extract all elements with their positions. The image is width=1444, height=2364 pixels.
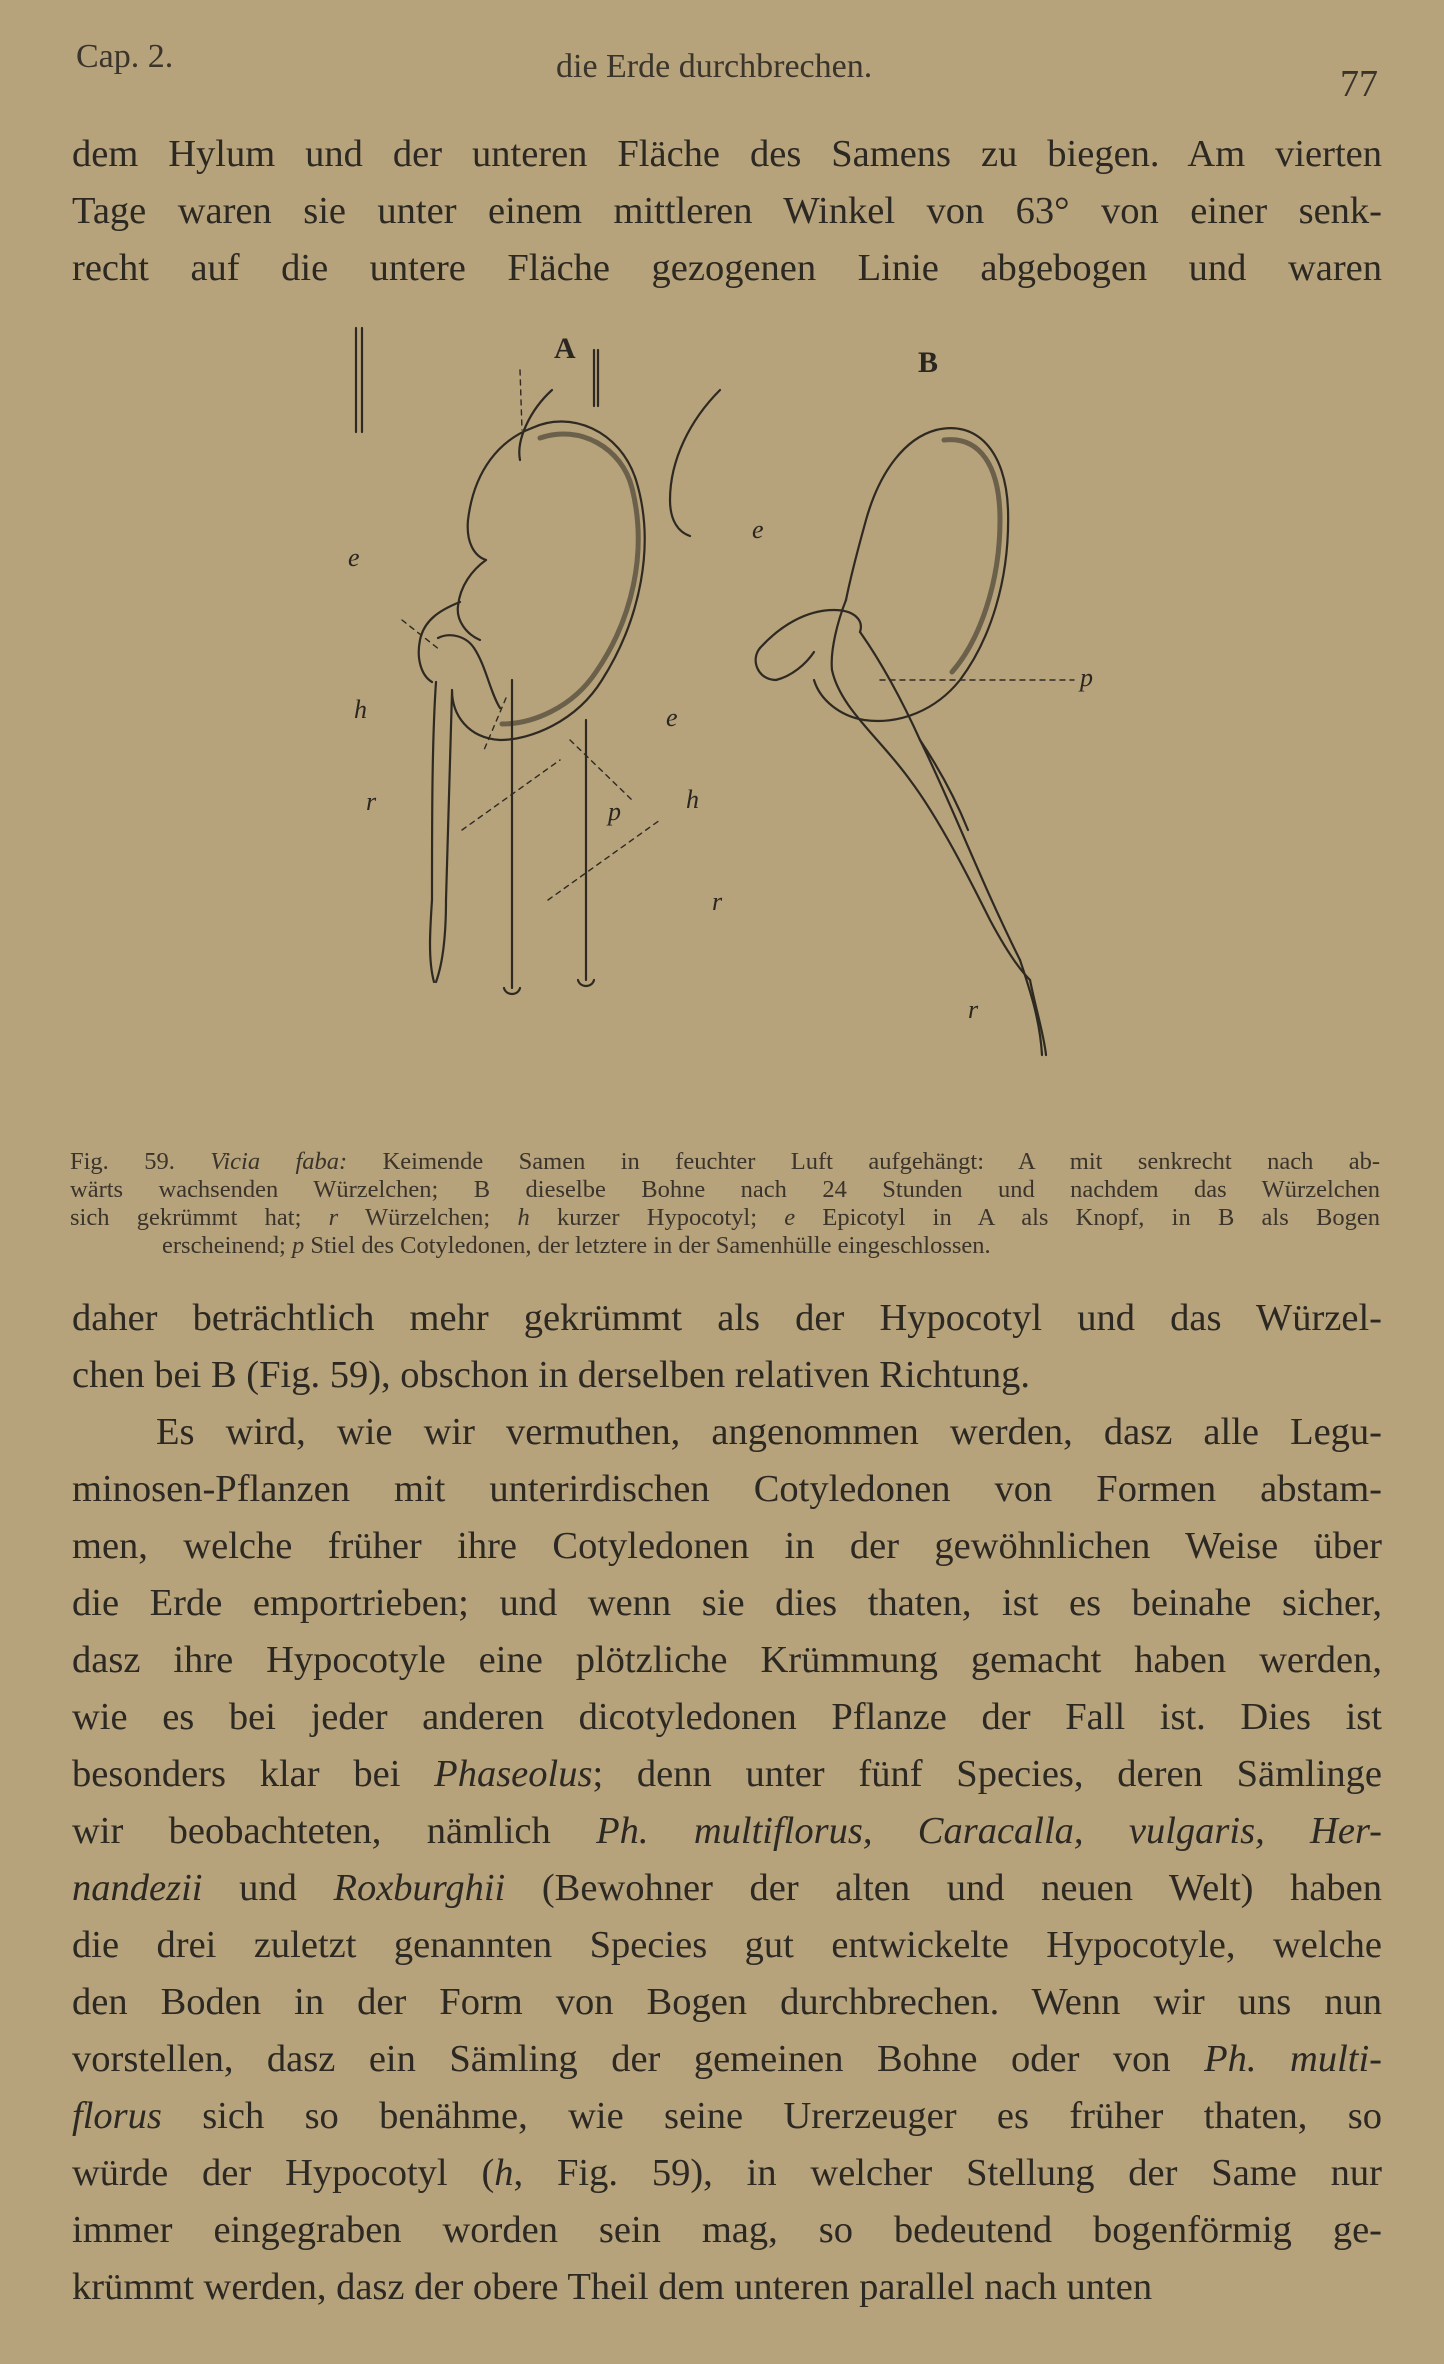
caption-species: Vicia faba:	[210, 1148, 348, 1175]
text-line: die drei zuletzt genannten Species gut entwickelte Hypocotyle, welche	[72, 1924, 1382, 1966]
text-run: und	[202, 1867, 334, 1909]
text-line	[72, 1803, 1382, 1860]
body-paragraph-2	[72, 1404, 1382, 2316]
text-line: minosen-Pflanzen mit unterirdischen Cotyledonen von Formen abstam-	[72, 1468, 1382, 1510]
chapter-header: Cap. 2.	[76, 38, 174, 75]
text-line: wie es bei jeder anderen dicotyledonen Pflanze der Fall ist. Dies ist	[72, 1696, 1382, 1738]
figure-59-illustration	[340, 320, 1160, 1150]
text-line: krümmt werden, dasz der obere Theil dem unteren parallel nach unten	[72, 2266, 1153, 2308]
species-name: Roxburghii	[333, 1867, 506, 1909]
caption-symbol: p	[291, 1232, 305, 1259]
text-run: würde der Hypocotyl (	[72, 2152, 495, 2194]
text-line: daher beträchtlich mehr gekrümmt als der Hypocotyl und das Würzel-	[72, 1297, 1382, 1339]
text-line: Es wird, wie wir vermuthen, angenommen werden, dasz alle Legu-	[156, 1411, 1382, 1453]
text-run: ; denn unter fünf Species, deren Sämlinge	[592, 1753, 1383, 1795]
body-paragraph-1	[72, 1290, 1382, 1404]
text-line	[72, 1860, 1382, 1917]
text-line	[72, 2031, 1382, 2088]
label-r-a: r	[366, 787, 377, 816]
running-title: die Erde durchbrechen.	[556, 48, 873, 85]
text-line: chen bei B (Fig. 59), obschon in derselben relativen Richtung.	[72, 1354, 1031, 1396]
label-h-a: h	[354, 695, 367, 724]
caption-symbol: e	[784, 1204, 796, 1231]
label-e-b-left: e	[666, 703, 678, 732]
species-name: florus	[72, 2095, 162, 2137]
text-line	[72, 1746, 1382, 1803]
label-r-b-right: r	[968, 995, 979, 1024]
figure-labels	[348, 332, 1093, 1024]
text-line: recht auf die untere Fläche gezogenen Linie abgebogen und waren	[72, 247, 1382, 289]
text-run: besonders klar bei	[72, 1753, 435, 1795]
text-line: men, welche früher ihre Cotyledonen in der gewöhnlichen Weise über	[72, 1525, 1382, 1567]
caption-text: Keimende Samen in feuchter Luft aufgehängt: A mit senkrecht nach ab-	[347, 1148, 1380, 1175]
caption-line	[70, 1204, 1380, 1232]
label-e-a: e	[348, 543, 360, 572]
seedling-drawing	[340, 320, 1160, 1150]
label-e-b-top: e	[752, 515, 764, 544]
caption-fig-number: Fig. 59.	[70, 1148, 211, 1175]
caption-line: wärts wachsenden Würzelchen; B dieselbe Bohne nach 24 Stunden und nachdem das Würzelchen	[70, 1176, 1380, 1203]
label-b: B	[918, 346, 939, 379]
label-h-b: h	[686, 785, 699, 814]
text-line	[72, 2145, 1382, 2202]
text-line	[72, 2088, 1382, 2145]
species-name: nandezii	[72, 1867, 203, 1909]
text-run: , Fig. 59), in welcher Stellung der Same nur	[513, 2152, 1382, 2194]
caption-line	[70, 1232, 1380, 1260]
caption-text: kurzer Hypocotyl;	[529, 1204, 785, 1231]
text-run: vorstellen, dasz ein Sämling der gemeinen Bohne oder von	[72, 2038, 1205, 2080]
label-a: A	[554, 332, 576, 365]
top-paragraph	[72, 126, 1382, 297]
genus-name: Phaseolus	[434, 1753, 593, 1795]
caption-symbol: h	[517, 1204, 530, 1231]
label-p-b: p	[1080, 663, 1093, 692]
text-line: die Erde emportrieben; und wenn sie dies thaten, ist es beinahe sicher,	[72, 1582, 1382, 1624]
text-run: sich so benähme, wie seine Urerzeuger es früher thaten, so	[161, 2095, 1382, 2137]
seed-a	[356, 328, 645, 994]
text-line: dem Hylum und der unteren Fläche des Samens zu biegen. Am vierten	[72, 133, 1382, 175]
label-r-b-left: r	[712, 887, 723, 916]
symbol-h: h	[494, 2152, 514, 2194]
text-line: dasz ihre Hypocotyle eine plötzliche Krümmung gemacht haben werden,	[72, 1639, 1382, 1681]
caption-symbol: r	[328, 1204, 339, 1231]
species-names: Ph. multiflorus, Caracalla, vulgaris, Her-	[596, 1810, 1382, 1852]
text-run: (Bewohner der alten und neuen Welt) haben	[505, 1867, 1382, 1909]
text-line: immer eingegraben worden sein mag, so bedeutend bogenförmig ge-	[72, 2209, 1382, 2251]
caption-text: Würzelchen;	[338, 1204, 518, 1231]
text-run: wir beobachteten, nämlich	[72, 1810, 597, 1852]
page-number: 77	[1340, 63, 1378, 105]
caption-line	[70, 1148, 1380, 1176]
caption-text: Stiel des Cotyledonen, der letztere in der Samenhülle eingeschlossen.	[304, 1232, 991, 1259]
caption-text: erscheinend;	[162, 1232, 292, 1259]
species-name: Ph. multi-	[1204, 2038, 1382, 2080]
caption-text: sich gekrümmt hat;	[70, 1204, 329, 1231]
caption-text: Epicotyl in A als Knopf, in B als Bogen	[795, 1204, 1380, 1231]
text-line: den Boden in der Form von Bogen durchbrechen. Wenn wir uns nun	[72, 1981, 1382, 2023]
text-line: Tage waren sie unter einem mittleren Winkel von 63° von einer senk-	[72, 190, 1382, 232]
figure-caption	[70, 1148, 1380, 1260]
seed-b	[519, 350, 1046, 1055]
label-p-a: p	[608, 797, 621, 826]
